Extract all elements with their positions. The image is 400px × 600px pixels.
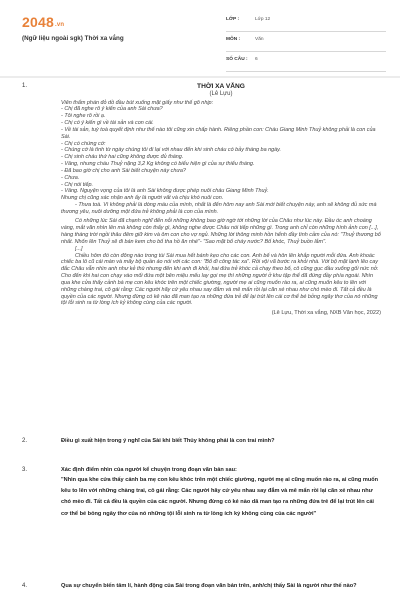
header-divider bbox=[0, 76, 400, 78]
story-title: THỜI XA VẮNG bbox=[197, 83, 245, 90]
passage-ellipsis: [...] bbox=[75, 245, 83, 252]
info-value: Văn bbox=[255, 37, 264, 42]
passage-paragraph: - Chị sinh cháu thứ hai cũng không được đủ tháng. bbox=[61, 154, 184, 161]
question-prompt: Xác định điểm nhìn của người kể chuyện trong đoạn văn bản sau: bbox=[61, 467, 237, 473]
info-row-subject bbox=[226, 32, 386, 52]
passage-paragraph: Nhưng chị cũng xác nhận anh ấy là người vất và chịu khó nuôi con. bbox=[61, 195, 224, 202]
passage-paragraph: - Chị nói tiếp. bbox=[61, 181, 94, 188]
passage-paragraph: - Chị có chứng cớ: bbox=[61, 140, 106, 147]
passage-source: (Lê Lựu, Thời xa vắng, NXB Văn học, 2022) bbox=[271, 310, 381, 317]
logo-text: 2048 bbox=[22, 14, 54, 30]
info-label: MÔN : bbox=[226, 37, 241, 42]
document-title: (Ngữ liệu ngoài sgk) Thời xa vắng bbox=[22, 35, 124, 42]
question-number: 1. bbox=[22, 83, 28, 89]
info-label: LỚP : bbox=[226, 17, 240, 22]
document-info-panel bbox=[226, 12, 386, 72]
passage-paragraph: - Chị đã nghe rõ ý kiến của anh Sài chưa? bbox=[61, 106, 163, 113]
page-header bbox=[0, 0, 400, 72]
question-number: 3. bbox=[22, 467, 28, 473]
passage-paragraph: - Đã bao giờ chị cho anh Sài biết chuyện này chưa? bbox=[61, 167, 186, 174]
story-author: (Lê Lựu) bbox=[209, 91, 233, 97]
passage-paragraph: - Vâng. Nguyện vọng của tôi là anh Sài không được phép nuôi cháu Giang Minh Thuỷ. bbox=[61, 188, 269, 195]
site-logo[interactable] bbox=[22, 14, 64, 30]
passage-paragraph: - Vâng, nhưng cháu Thuỷ nặng 3,2 Kg không có biểu hiện gì của sự thiếu tháng. bbox=[61, 161, 255, 168]
passage-paragraph: - Chúng cớ là tình từ ngày chúng tôi đi lại với nhau đến khi sinh cháu có bảy tháng ba ngày. bbox=[61, 147, 282, 154]
passage-paragraph: - Chưa. bbox=[61, 174, 80, 181]
question-text bbox=[61, 583, 381, 590]
question-number: 2. bbox=[22, 438, 28, 444]
passage-paragraph: Viên thẩm phán đỏ dồ đầu bút xuống mặt giấy như thế gõ nhịp: bbox=[61, 99, 214, 106]
passage-paragraph: - Về tài sản, tuỳ toà quyết định như thế nào tôi cũng xin chấp hành. Riêng phần con: Cháu Giang Minh Thuỷ không phải là con của Sài. bbox=[61, 126, 376, 140]
reading-passage bbox=[61, 83, 381, 316]
logo-suffix: .vn bbox=[54, 22, 65, 28]
question-text bbox=[61, 467, 381, 520]
info-row-class bbox=[226, 12, 386, 32]
info-value: Lớp 12 bbox=[255, 17, 271, 22]
question-prompt: Qua sự chuyển biến tâm lí, hành động của Sài trong đoạn văn bản trên, anh/chị thấy Sài là người như thế nào? bbox=[61, 583, 357, 589]
passage-paragraph: Có những lúc Sài đã chạnh nghĩ đến nỗi những không bao giờ ngờ tới những lời của Châu như lúc này. Đầu óc anh choáng váng, mắt văn nhìn lên mà không còn thấy gì, không nghe được Châu nói tiếp những gì. Trong anh chỉ còn những hình ảnh con [...], hàng tháng trời ngồi thâu đêm giữ kim và ôm con cho vợ ngủ. Những lời thông minh hồn hểnh đầy tình cảm của nó: "Thuỷ thương bố nhất. Nhốn lên Thuỷ sẽ đi bán kem cho bố tha hồ ăn nhé"- "Sao mặt bố cháy nước? Bố khóc, Thuỷ buồn lắm". bbox=[61, 218, 381, 245]
info-row-question-count bbox=[226, 52, 386, 72]
question-text bbox=[61, 438, 381, 445]
info-value: 6 bbox=[255, 57, 258, 62]
passage-paragraph: - Thưa toà. Vì không phải là dòng máu của mình, nhất là đến hôm nay anh Sài mới biết chuyện này, anh sẽ không đủ sức mà thương yêu, nuôi dưỡng một đứa trẻ không phải là con của mình. bbox=[61, 202, 377, 215]
passage-paragraph: Chiều hôm đó còn đông nào trong tùi Sài mua hết bánh kẹo cho các con. Anh bế và hôn lên khắp người mỗi đứa. Anh khoác chiếc ba lô cũ cái màn và mấy bộ quần áo nói với các con: "Bố đi công tác xa". Rồi vội vã bước ra khỏi nhà. Với bộ mặt lạnh lẽo cay đắc Châu vẫn nhìn anh như kẻ thù nhưng đến khi anh đi khỏi, hai đứa trẻ khóc cả chạy theo bố, cô cũng gục đầu xuống gối nức nở. Cho đến khi hai con chạy vào mối đứa một bên miệu mếu lay gọi mẹ thì những người ở khu tập thể đã đứng đầy phía ngoài. Nhìn qua khe cửa thấy cảnh bà mẹ con kêu khóc trên một chiếc giường, người mẹ ai cũng muốn rào ra, ai cũng muốn kêu to lên với những chàng trai, cô gái rằng: Các người hãy cứ yêu nhau say đắm và mê mẩn rồi lại căn xé nhau như chó mèo đi. Tất cả đều là quyền của các người. Nhưng đừng có kê nào đã man tạo ra những đứa trẻ để lại trút lên cái cơ thể bé bỏng ngây thơ của nó những tội lỗi sinh ra từ lòng ích kỷ không cùng của các người. bbox=[61, 252, 379, 307]
info-label: SỐ CÂU : bbox=[226, 57, 248, 62]
passage-paragraph: - Tôi nghe rõ rồi ạ. bbox=[61, 113, 106, 120]
question-quote: "Nhìn qua khe cửa thấy cảnh ba mẹ con kêu khóc trên một chiếc giường, người mẹ ai cũng muốn rào ra, ai cũng muốn kêu to lên với những chàng trai, cô gái rằng: Các người hãy cứ yêu nhau say đắm và mê mẩn rồi lại căn xé nhau như chó mèo đi. Tất cả đều là quyền của các người. Nhưng đừng có kẻ nào dã man tạo ra những đứa trẻ để lại trút lên cái cơ thể bé bỏng ngây thơ của nó những tội lỗi sinh ra từ lòng ích kỷ không cùng của các người" bbox=[61, 477, 379, 517]
question-number: 4. bbox=[22, 583, 28, 589]
passage-paragraph: - Chị có ý kiến gì về tài sản và con cái. bbox=[61, 120, 154, 127]
question-prompt: Điều gì xuất hiện trong ý nghĩ của Sài khi biết Thủy không phải là con trai mình? bbox=[61, 438, 275, 444]
